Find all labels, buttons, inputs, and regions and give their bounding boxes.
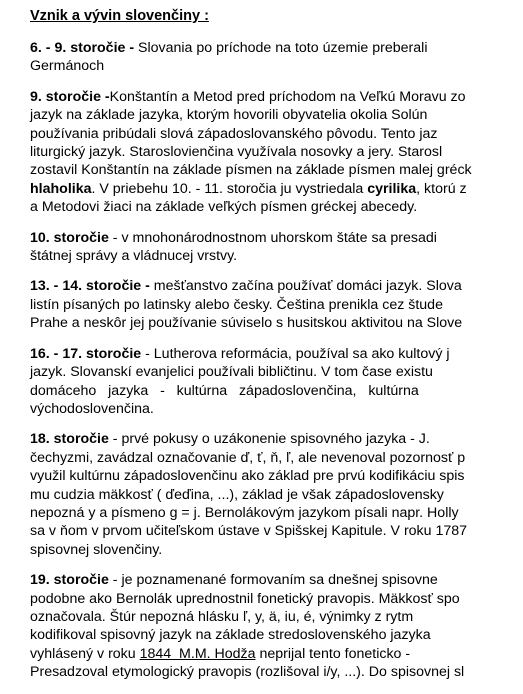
text-run: Prahe a neskôr jej používanie súviselo s husitskou aktivitou na Slove xyxy=(30,315,463,332)
text-run: používania pribúdali slová západoslovanského pôvodu. Tento jaz xyxy=(30,125,438,142)
bold-text: 9. storočie - xyxy=(30,88,110,105)
text-line xyxy=(30,180,523,198)
document-page xyxy=(30,0,523,694)
text-run: východoslovenčina. xyxy=(30,400,154,417)
text-line xyxy=(30,608,523,626)
text-line xyxy=(30,486,523,504)
text-line xyxy=(30,314,523,332)
bold-text: 6. - 9. storočie - xyxy=(30,40,139,56)
text-run: Presadzoval etymologický pravopis (rozlišoval i/y, ...). Do spisovnej sl xyxy=(30,664,465,681)
text-run: liturgický jazyk. Staroslovienčina využívala nosovky a jery. Starosl xyxy=(30,144,443,161)
text-run: využil kultúrnu západoslovenčinu ako základ pre prvú kodifikáciu spis xyxy=(30,468,465,485)
text-line xyxy=(30,125,523,143)
text-run: vyhlásený v roku xyxy=(30,645,140,662)
text-run: jazyk na základe jazyka, ktorým hovorili obyvatelia okolia Solún xyxy=(30,107,428,124)
text-line xyxy=(30,106,523,124)
text-run: čechyzmi, zavádzal označovanie ď, ť, ň, ľ, ale nevenoval pozornosť p xyxy=(30,449,466,466)
section-paragraph xyxy=(30,39,523,76)
text-run: . V priebehu 10. - 11. storočia ju vystriedala xyxy=(91,180,368,197)
text-run: - v mnohonárodnostnom uhorskom štáte sa presadi xyxy=(108,229,437,246)
text-run: označovala. Štúr nepozná hlásku ľ, y, ä, iu, é, výnimky z rytm xyxy=(30,608,414,625)
text-run: nepozná y a písmeno g = j. Bernolákovým jazykom písali napr. Holly xyxy=(30,504,459,521)
text-line xyxy=(30,430,523,448)
document-body xyxy=(30,39,523,682)
bold-text: 19. storočie xyxy=(30,572,109,589)
text-run: neprijal tento foneticko - xyxy=(255,645,411,662)
text-run: mu cudzia mäkkosť ( ďeďina, ...), základ je však západoslovensky xyxy=(30,486,444,503)
text-run: Konštantín a Metod pred príchodom na Veľkú Moravu zo xyxy=(109,88,466,105)
section-paragraph xyxy=(30,345,523,419)
text-line xyxy=(30,626,523,644)
text-line xyxy=(30,296,523,314)
text-line xyxy=(30,571,523,589)
section-paragraph xyxy=(30,571,523,681)
text-line xyxy=(30,39,523,57)
text-run: Slovania po príchode na toto územie preberali xyxy=(138,40,428,56)
section-paragraph xyxy=(30,430,523,559)
text-line xyxy=(30,363,523,381)
text-run: listín písaných po latinsky alebo česky. Čeština prenikla cez štude xyxy=(30,296,443,313)
text-line xyxy=(30,467,523,485)
text-line xyxy=(30,143,523,161)
section-paragraph xyxy=(30,277,523,332)
text-run: spisovnej slovenčiny. xyxy=(30,541,163,558)
bold-text: 18. storočie xyxy=(30,431,109,448)
text-run: zostavil Konštantín na základe písmen na základe písmen malej gréck xyxy=(30,162,472,179)
text-line xyxy=(30,645,523,663)
text-line xyxy=(30,449,523,467)
text-line xyxy=(30,198,523,216)
section-paragraph xyxy=(30,229,523,266)
text-line xyxy=(30,382,523,400)
text-run: kodifikoval spisovný jazyk na základe stredoslovenského jazyka xyxy=(30,627,431,644)
text-run: Germánoch xyxy=(30,58,105,75)
text-run: sa v ňom v prvom učiteľskom ústave v Spišskej Kapitule. V roku 1787 xyxy=(30,523,468,540)
text-line xyxy=(30,345,523,363)
text-run: - Lutherova reformácia, používal sa ako kultový j xyxy=(141,345,450,362)
text-line xyxy=(30,400,523,418)
text-run: - je poznamenané formovaním sa dnešnej spisovne xyxy=(108,572,438,589)
text-line xyxy=(30,541,523,559)
text-line xyxy=(30,247,523,265)
bold-text: 13. - 14. storočie - xyxy=(30,278,154,295)
section-paragraph xyxy=(30,88,523,217)
page-title: Vznik a vývin slovenčiny : xyxy=(30,8,209,24)
text-run: jazyk. Slovanskí evanjelici používali bibličtinu. V tom čase existu xyxy=(30,364,433,381)
text-line xyxy=(30,522,523,540)
text-run: , ktorú z xyxy=(416,180,467,197)
text-line xyxy=(30,277,523,295)
text-line xyxy=(30,229,523,247)
text-line xyxy=(30,161,523,179)
text-line xyxy=(30,590,523,608)
text-run: podobne ako Bernolák uprednostnil fonetický pravopis. Mäkkosť spo xyxy=(30,590,460,607)
text-run: - prvé pokusy o uzákonenie spisovného jazyka - J. xyxy=(108,431,430,448)
bold-text: hlaholika xyxy=(30,180,92,197)
text-line xyxy=(30,504,523,522)
text-run: štátnej správy a vládnucej vrstvy. xyxy=(30,248,238,265)
bold-text: cyrilika xyxy=(367,180,417,197)
bold-text: 16. - 17. storočie xyxy=(30,345,142,362)
text-run: mešťanstvo začína používať domáci jazyk. Slova xyxy=(153,278,462,295)
text-run: a Metodovi žiaci na základe veľkých písmen gréckej abecedy. xyxy=(30,199,418,216)
bold-text: 10. storočie xyxy=(30,229,109,246)
text-line xyxy=(30,57,523,75)
text-line xyxy=(30,663,523,681)
text-line xyxy=(30,88,523,106)
underlined-text: 1844 M.M. Hodža xyxy=(139,645,256,662)
text-run: domáceho jazyka - kultúrna západoslovenčina, kultúrna xyxy=(30,382,419,399)
